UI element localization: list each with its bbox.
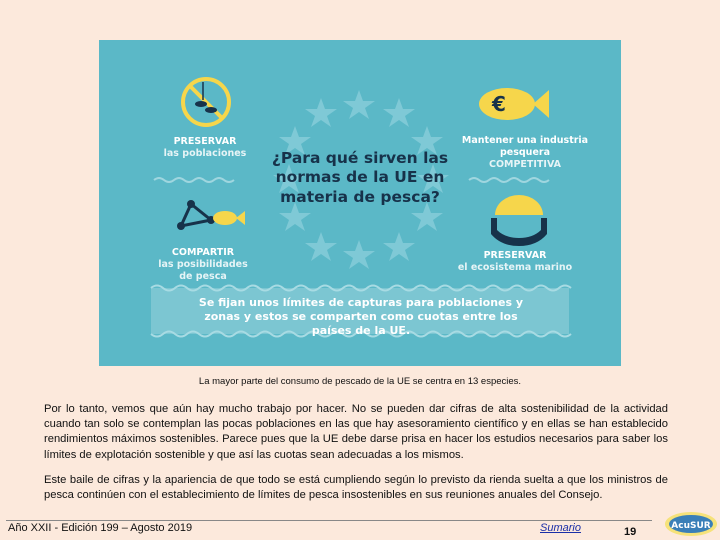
item-heading: Mantener una industria pesquera [461,135,589,158]
item-sub: el ecosistema marino [457,261,573,273]
item-preserve-ecosystem [455,250,575,274]
item-heading: PRESERVAR [173,136,237,147]
item-share-opportunities [155,247,251,283]
wave-divider-left [154,178,234,182]
item-sub: las poblaciones [163,147,247,159]
item-heading: PRESERVAR [483,250,547,261]
svg-text:€: € [492,92,506,116]
share-fish-icon [177,200,245,230]
item-sub: las posibilidades de pesca [158,258,248,282]
paragraph-1: Por lo tanto, vemos que aún hay mucho trabajo por hacer. No se pueden dar cifras de alta sostenibilidad de la actividad cuando tan solo se contemplan las pocas poblaciones en las que hay asesoramiento científico y en ellas se han establecido rendimientos máximos sostenibles. Parece pues que la UE debe darse prisa en hacer los estudios necesarios para saber los límites de explotación sostenible y que así las cuotas sean adecuadas a los mismos. [44,403,668,461]
infographic-title: ¿Para qué sirven las normas de la UE en materia de pesca? [271,149,449,206]
wave-divider-right [469,178,549,182]
footer-edition: Año XXII - Edición 199 – Agosto 2019 [8,522,193,534]
infographic-bottom-text: Se fijan unos límites de capturas para poblaciones y zonas y estos se comparten como cuotas entre los países de la UE. [198,296,524,337]
acusur-logo [664,506,718,538]
figure-caption: La mayor parte del consumo de pescado de la UE se centra en 13 especies. [198,376,522,387]
euro-fish-icon [479,88,549,120]
infographic [99,40,621,366]
item-heading: COMPARTIR [171,247,235,258]
summary-link[interactable]: Sumario [540,522,581,534]
item-competitive-industry [461,135,589,171]
footer-divider [6,520,652,521]
paragraph-2: Este baile de cifras y la apariencia de que todo se está cumpliendo según lo previsto da rienda suelta a que los ministros de pesca continúen con el establecimiento de límites de pesca insostenibles en sus reuniones anuales del Consejo. [44,474,668,502]
page-number: 19 [624,526,637,538]
no-fishing-icon [183,79,229,125]
hands-ecosystem-icon [491,195,547,246]
item-sub: COMPETITIVA [488,158,562,170]
item-preserve-stocks [149,136,261,160]
logo-text: AcuSUR [671,521,711,531]
